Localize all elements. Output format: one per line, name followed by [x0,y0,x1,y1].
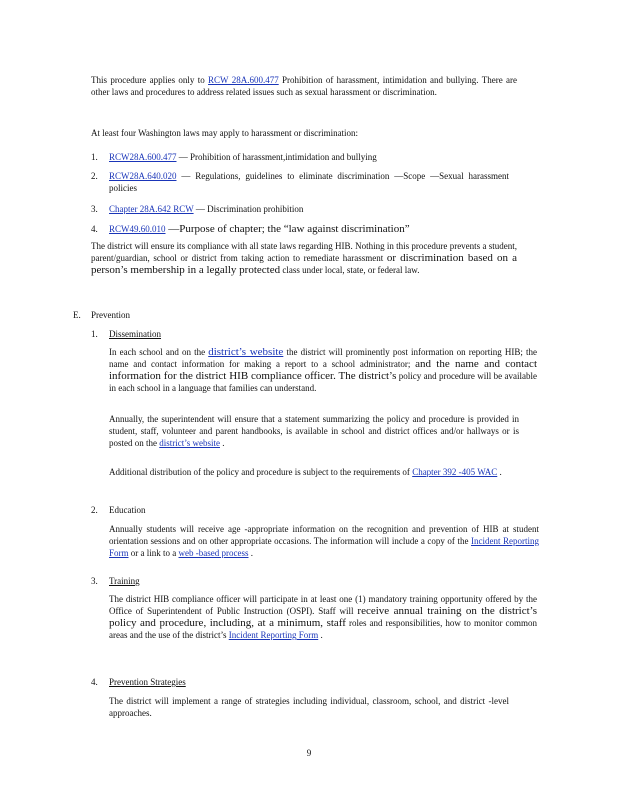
item-number: 4. [91,677,98,687]
para-text: . [220,438,225,448]
law-number: 4. [91,224,98,234]
education-paragraph [109,523,539,559]
law-text: —Purpose of chapter; the “law against discrimination” [165,223,410,235]
item-title-prevention-strategies: Prevention Strategies [109,677,186,687]
para-text: Additional distribution of the policy and procedure is subject to the requirements of [109,467,413,477]
intro-text: This procedure applies only to [91,75,209,85]
incident-reporting-form-link[interactable]: Incident Reporting Form [109,536,539,558]
district-website-link[interactable]: district’s website [208,346,284,358]
para-text: Annually students will receive age -appropriate information on the recognition and prevention of HIB at student orientation sessions and on other appropriate occasions. The information will include a copy of the [109,524,539,546]
incident-reporting-form-link[interactable]: Incident Reporting Form [228,630,319,640]
law-item [109,151,429,163]
dissemination-paragraph-1 [109,346,537,394]
item-number: 3. [91,576,98,586]
item-number: 1. [91,329,98,339]
law-number: 2. [91,171,98,181]
para-text: Annually, the superintendent will ensure that a statement summarizing the policy and procedure is provided in student, staff, volunteer and parent handbooks, is available in school and district offices and/or hallways or is posted on the [109,414,519,448]
rcw-link[interactable]: RCW 28A.600.477 [208,75,279,85]
district-website-link[interactable]: district’s website [159,438,220,448]
compliance-paragraph [91,240,517,276]
para-text: policy and procedure will be available in each school in a language that families can understand. [109,371,537,393]
para-text: In each school and on the [109,347,209,357]
strategies-paragraph: The district will implement a range of strategies including individual, classroom, school, and district -level approaches. [109,696,509,718]
laws-intro: At least four Washington laws may apply to harassment or discrimination: [91,128,359,138]
para-text: or a link to a [128,548,179,558]
law-link[interactable]: RCW49.60.010 [109,224,166,234]
law-text: — Prohibition of harassment,intimidation and bullying [176,152,377,162]
wac-link[interactable]: Chapter 392 -405 WAC [412,467,498,477]
item-title-dissemination: Dissemination [109,329,161,339]
para-text: . [497,467,502,477]
law-link[interactable]: RCW28A.640.020 [109,171,177,181]
para-text-large: and the name and contact information for the district HIB compliance officer. The district’s [109,358,537,382]
law-link[interactable]: RCW28A.600.477 [109,152,177,162]
compliance-text: The district will ensure its compliance with all state laws regarding HIB. Nothing in this procedure prevents a student, parent/guardian, school or district from taking action to remediate harassment [91,241,517,263]
para-text: . [318,630,323,640]
section-letter: E. [73,310,81,320]
para-text: . [248,548,253,558]
compliance-text-large: or discrimination based on a person’s membership in a legally protected [91,252,517,276]
law-text: — Regulations, guidelines to eliminate discrimination —Scope —Sexual harassment policies [109,171,509,193]
para-text: roles and responsibilities, how to monitor common areas and the use of the district’s [109,618,537,640]
dissemination-paragraph-2 [109,413,519,449]
law-text: — Discrimination prohibition [193,204,304,214]
law-number: 3. [91,204,98,214]
item-title-training: Training [109,576,140,586]
training-paragraph [109,593,537,641]
law-item [109,223,509,235]
section-title: Prevention [91,310,130,320]
para-text: The district HIB compliance officer will participate in at least one (1) mandatory training opportunity offered by the Office of Superintendent of Public Instruction (OSPI). Staff will [109,594,537,616]
para-text: the district will prominently post information on reporting HIB; the name and contact information for making a report to a school administrator; [109,347,538,369]
item-title-education: Education [109,505,146,515]
intro-text-end: Prohibition of harassment, intimidation and bullying. There are other laws and procedures to address related issues such as sexual harassment or discrimination. [91,75,517,97]
compliance-text-end: class under local, state, or federal law. [280,265,420,275]
intro-paragraph [91,74,517,98]
law-item [109,203,509,215]
law-number: 1. [91,152,98,162]
page-number: 9 [306,748,312,758]
law-item [109,170,509,194]
law-link[interactable]: Chapter 28A.642 RCW [109,204,194,214]
item-number: 2. [91,505,98,515]
dissemination-paragraph-3 [109,466,527,478]
para-text-large: receive annual training on the district’s policy and procedure, including, at a minimum, staff [109,605,537,629]
web-based-process-link[interactable]: web -based process [178,548,249,558]
